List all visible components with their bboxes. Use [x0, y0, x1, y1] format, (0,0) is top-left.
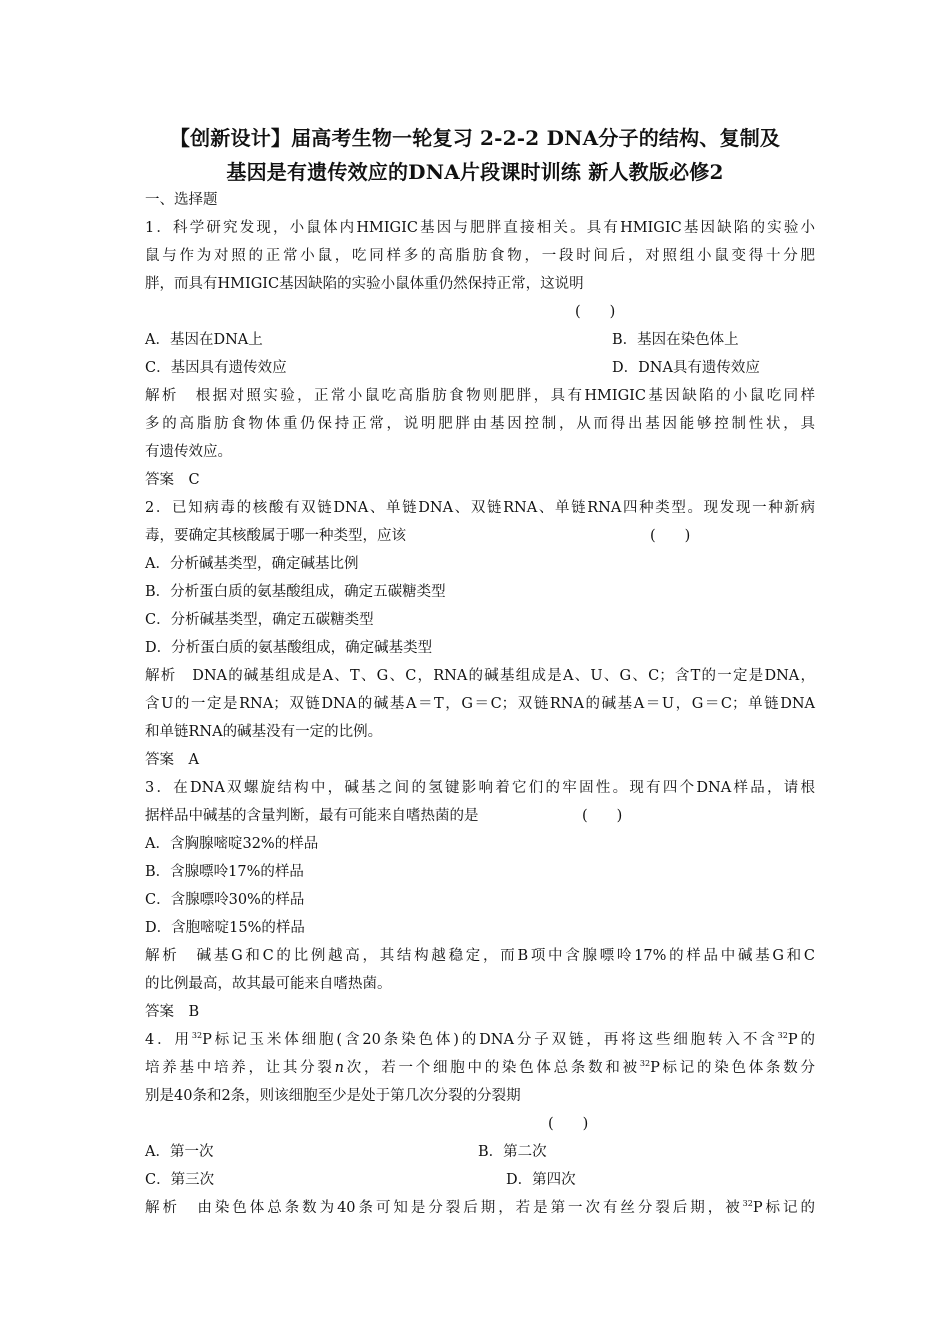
q3-option-d: D．含胞嘧啶15%的样品: [145, 920, 305, 936]
q2-answer: 答案 A: [145, 752, 199, 768]
page-title-line-1: 【创新设计】届高考生物一轮复习 2-2-2 DNA分子的结构、复制及: [169, 126, 781, 150]
q1-analysis-line: 有遗传效应。: [145, 444, 232, 460]
q3-analysis-line: 的比例最高，故其最可能来自嗜热菌。: [145, 976, 392, 992]
q1-answer: 答案 C: [145, 472, 200, 488]
q4-answer-paren: ( ): [548, 1116, 589, 1132]
q2-stem-line: 毒，要确定其核酸属于哪一种类型，应该: [145, 528, 406, 544]
q1-option-b: B．基因在染色体上: [612, 332, 739, 348]
q2-option-b: B．分析蛋白质的氨基酸组成，确定五碳糖类型: [145, 584, 446, 600]
q4-option-d: D．第四次: [506, 1172, 576, 1188]
q4-analysis-line: 解析 由染色体总条数为40条可知是分裂后期，若是第一次有丝分裂后期，被$^{32}$P标记的: [145, 1199, 815, 1216]
q3-analysis-line: 解析 碱基G和C的比例越高，其结构越稳定，而B项中含腺嘌呤17%的样品中碱基G和C: [145, 948, 815, 964]
q1-stem-line: 胖，而具有HMIGIC基因缺陷的实验小鼠体重仍然保持正常，这说明: [145, 276, 584, 292]
q4-option-a: A．第一次: [145, 1144, 214, 1160]
q2-stem-line: 2．已知病毒的核酸有双链DNA、单链DNA、双链RNA、单链RNA四种类型。现发现一种新病: [145, 500, 815, 516]
q3-stem-line: 据样品中碱基的含量判断，最有可能来自嗜热菌的是: [145, 808, 479, 824]
q3-answer: 答案 B: [145, 1004, 200, 1020]
q4-option-c: C．第三次: [145, 1172, 215, 1188]
q2-analysis-line: 和单链RNA的碱基没有一定的比例。: [145, 724, 383, 740]
q2-answer-paren: ( ): [650, 528, 691, 544]
q3-stem-line: 3．在DNA双螺旋结构中，碱基之间的氢键影响着它们的牢固性。现有四个DNA样品，请根: [145, 780, 815, 796]
q2-analysis-line: 解析 DNA的碱基组成是A、T、G、C，RNA的碱基组成是A、U、G、C；含T的一定是DNA，: [145, 668, 815, 684]
q4-stem-line: 4．用$^{32}$P标记玉米体细胞(含20条染色体)的DNA分子双链，再将这些细胞转入不含$^{32}$P的: [145, 1031, 815, 1048]
q2-option-a: A．分析碱基类型，确定碱基比例: [145, 556, 359, 572]
q1-stem-line: 鼠与作为对照的正常小鼠，吃同样多的高脂肪食物，一段时间后，对照组小鼠变得十分肥: [145, 248, 815, 264]
q3-answer-paren: ( ): [582, 808, 623, 824]
q3-option-b: B．含腺嘌呤17%的样品: [145, 864, 304, 880]
q4-stem-line: 别是40条和2条，则该细胞至少是处于第几次分裂的分裂期: [145, 1088, 521, 1104]
q3-option-c: C．含腺嘌呤30%的样品: [145, 892, 305, 908]
section-heading: 一、选择题: [145, 192, 218, 208]
q4-option-b: B．第二次: [478, 1144, 547, 1160]
q2-option-d: D．分析蛋白质的氨基酸组成，确定碱基类型: [145, 640, 433, 656]
q2-analysis-line: 含U的一定是RNA；双链DNA的碱基A＝T，G＝C；双链RNA的碱基A＝U，G＝C；单链DNA: [145, 696, 815, 712]
page-title-line-2: 基因是有遗传效应的DNA片段课时训练 新人教版必修2: [226, 160, 724, 184]
q1-answer-paren: ( ): [575, 304, 616, 320]
q1-option-a: A．基因在DNA上: [145, 332, 263, 348]
q1-analysis-line: 多的高脂肪食物体重仍保持正常，说明肥胖由基因控制，从而得出基因能够控制性状，具: [145, 416, 815, 432]
q1-option-c: C．基因具有遗传效应: [145, 360, 287, 376]
q4-stem-line: 培养基中培养，让其分裂n次，若一个细胞中的染色体总条数和被$^{32}$P标记的染色体条数分: [145, 1059, 815, 1076]
q1-analysis-line: 解析 根据对照实验，正常小鼠吃高脂肪食物则肥胖，具有HMIGIC基因缺陷的小鼠吃同样: [145, 388, 815, 404]
q1-stem-line: 1．科学研究发现，小鼠体内HMIGIC基因与肥胖直接相关。具有HMIGIC基因缺陷的实验小: [145, 220, 815, 236]
q3-option-a: A．含胸腺嘧啶32%的样品: [145, 836, 319, 852]
q1-option-d: D．DNA具有遗传效应: [612, 360, 760, 376]
q2-option-c: C．分析碱基类型，确定五碳糖类型: [145, 612, 374, 628]
